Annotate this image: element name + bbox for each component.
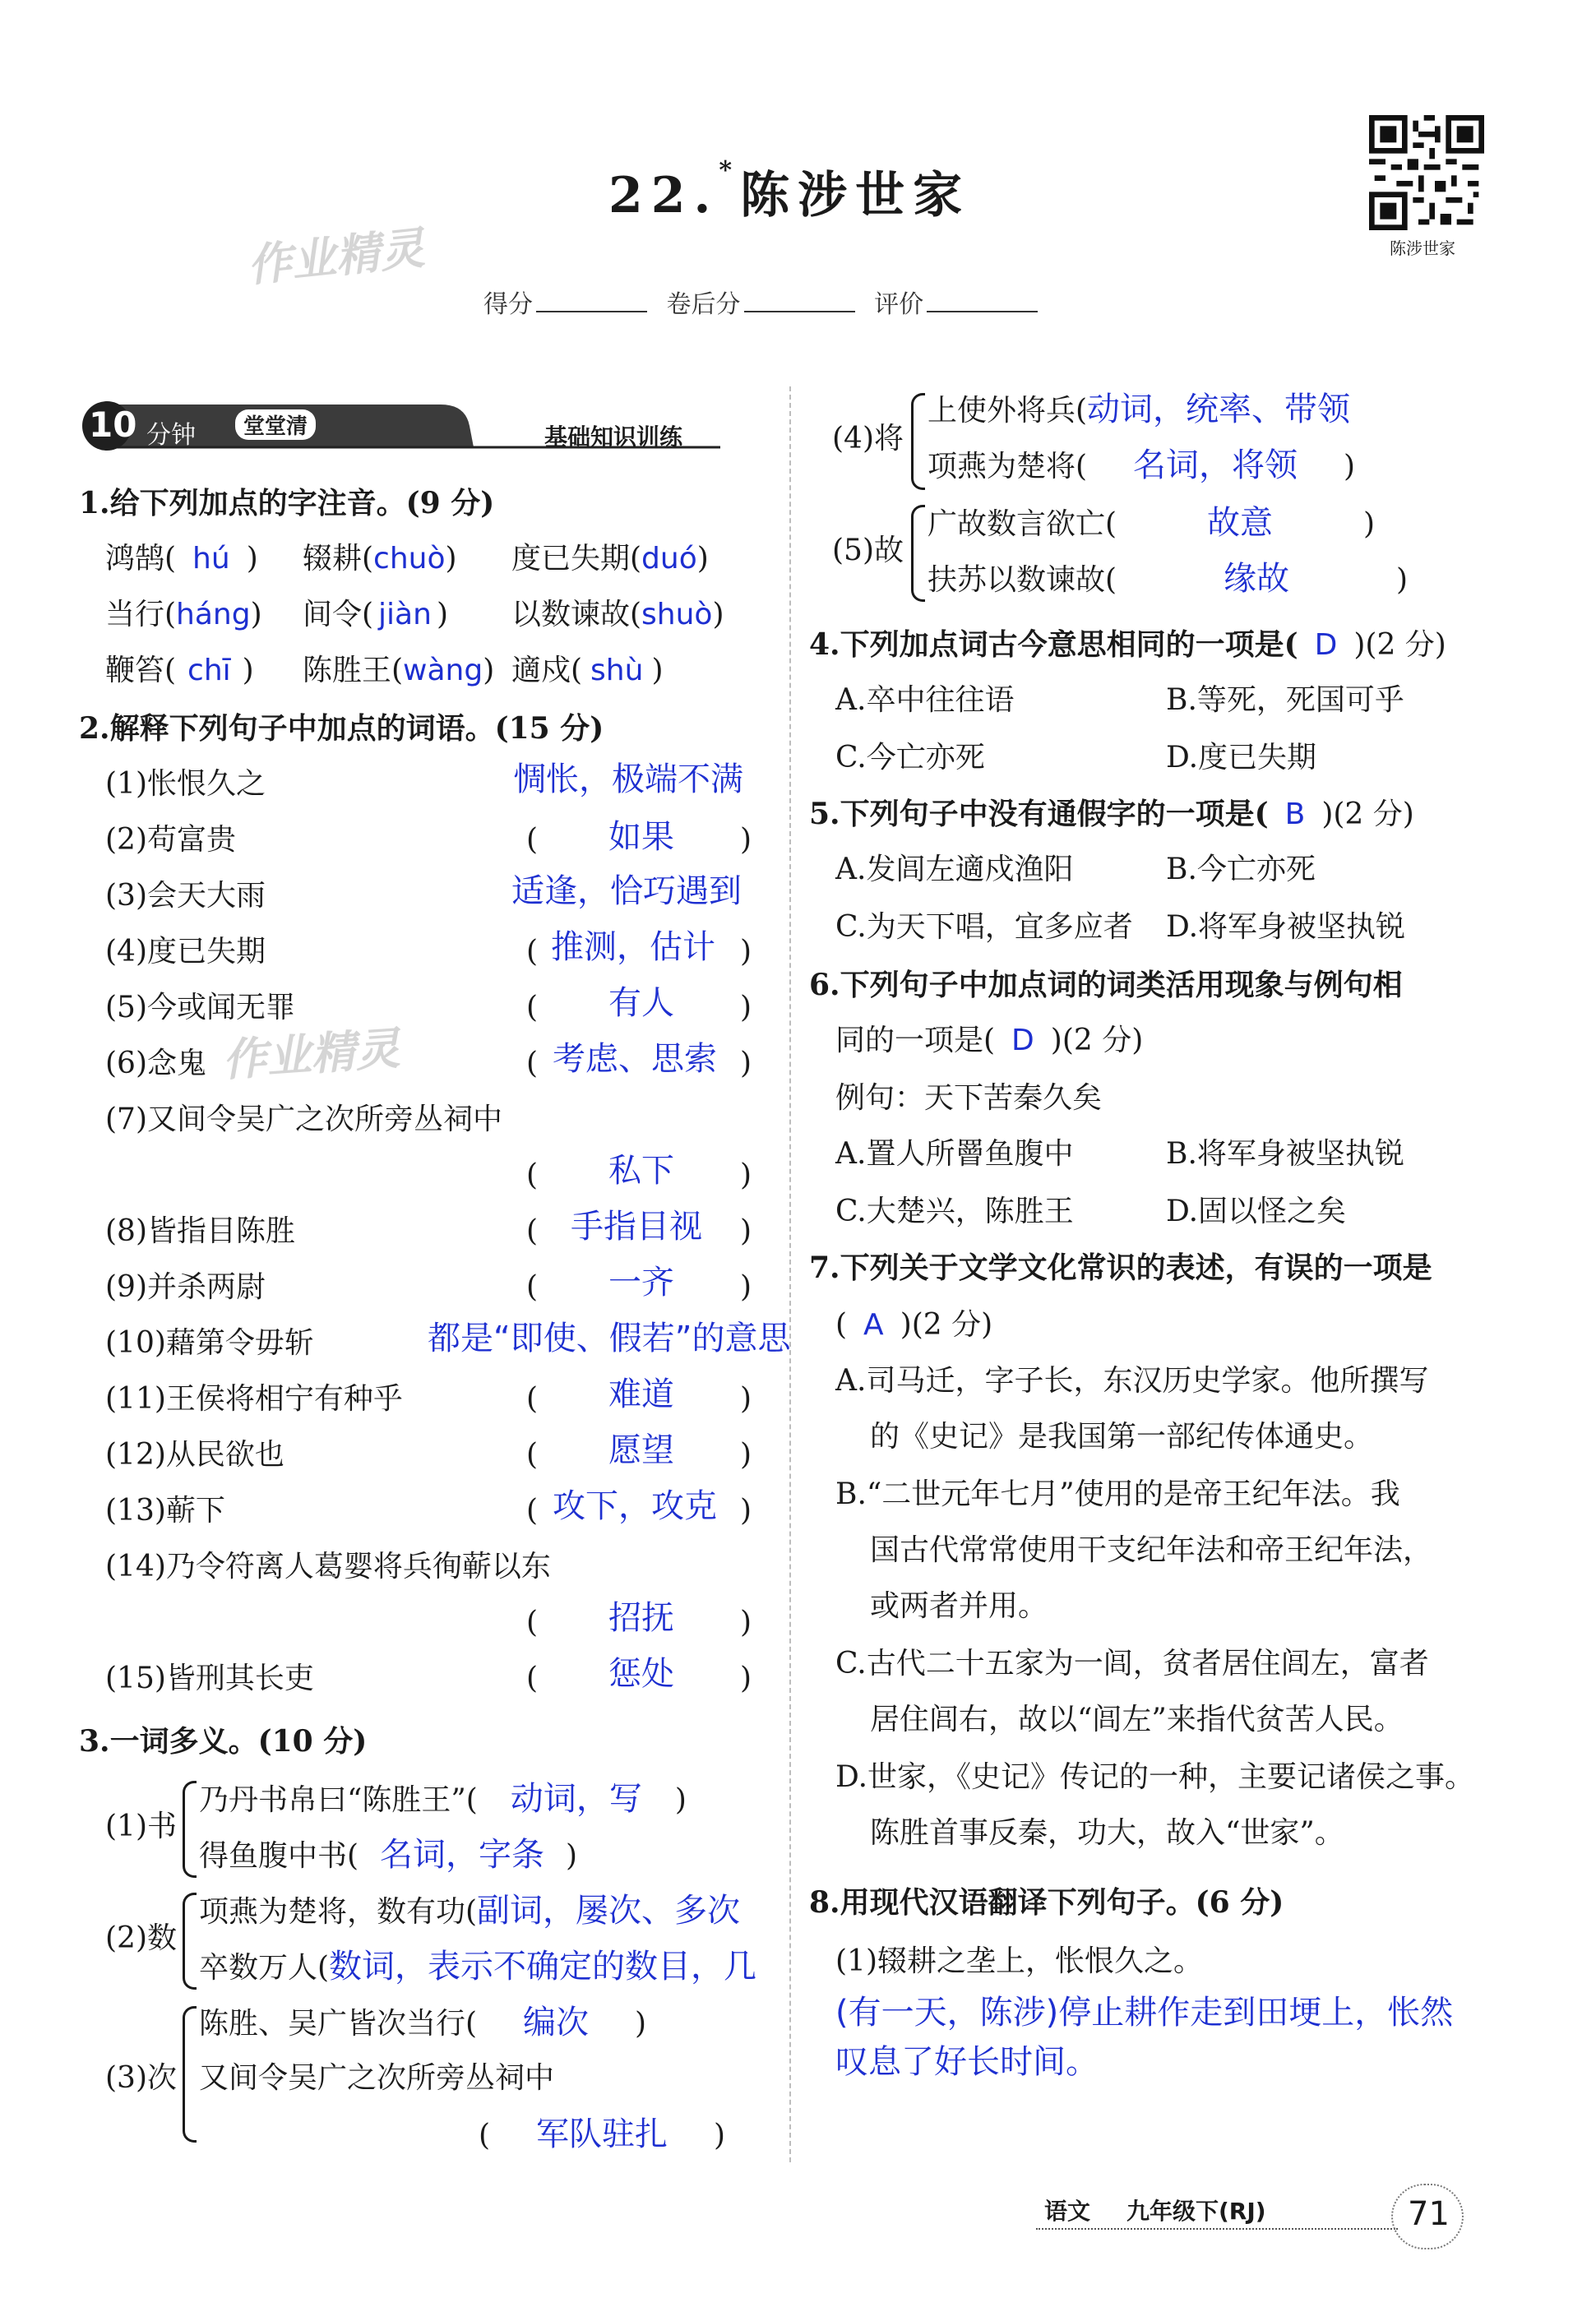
answer-text: A — [863, 1308, 884, 1342]
q6-example: 例句：天下苦秦久矣 — [835, 1081, 1103, 1115]
answer-text: 名词，将领 — [1133, 446, 1298, 484]
paren-open: ( — [526, 1494, 539, 1528]
q3-line: 项燕为楚将( 名词，将领 ) — [928, 446, 1356, 484]
q3-group-label: (4)将 — [832, 422, 904, 455]
q1-stem: 1.给下列加点的字注音。(9 分) — [79, 486, 495, 520]
paren-open: ( — [526, 1158, 539, 1192]
q6-option[interactable]: B.将军身被坚执锐 — [1166, 1137, 1404, 1171]
q2-answer: 惆怅，极端不满 — [513, 761, 743, 798]
q4-option[interactable]: B.等死，死国可乎 — [1166, 683, 1404, 717]
final-score-label: 卷后分 — [666, 290, 741, 319]
answer-text: 编次 — [523, 2004, 590, 2041]
answer-text: hú — [192, 542, 230, 576]
paren-open: ( — [526, 823, 539, 857]
answer-text: 动词，统率、带领 — [1087, 391, 1351, 428]
q2-answer: 私下 — [608, 1152, 674, 1190]
q2-answer: 手指目视 — [571, 1208, 702, 1246]
watermark: 作业精灵 — [220, 1022, 402, 1087]
q1-item: 间令( jiàn ) — [303, 598, 448, 631]
q1-item: 以数谏故(shuò) — [511, 598, 724, 631]
answer-text: wàng — [403, 654, 483, 687]
q2-answer: 推测，估计 — [551, 928, 715, 966]
q2-answer: 惩处 — [608, 1655, 674, 1693]
paren-open: ( — [526, 1214, 539, 1248]
answer-text: 副词，屡次、多次 — [477, 1892, 741, 1930]
q2-answer: 适逢，恰巧遇到 — [511, 872, 742, 910]
q3-line: 卒数万人(数词，表示不确定的数目，几 — [199, 1948, 757, 1986]
q6-option[interactable]: D.固以怪之矣 — [1166, 1195, 1347, 1228]
q7-line: 国古代常常使用干支纪年法和帝王纪年法， — [870, 1533, 1433, 1567]
q5-option[interactable]: A.发闾左適戍渔阳 — [835, 853, 1074, 886]
answer-text: 缘故 — [1224, 560, 1290, 598]
answer-text: 军队驻扎 — [536, 2115, 668, 2153]
q2-item: (3)会天大雨 — [105, 879, 266, 913]
q4-stem: 4.下列加点词古今意思相同的一项是( D )(2 分) — [809, 627, 1446, 662]
paren-close: ) — [740, 1214, 752, 1248]
section-title: 基础知识训练 — [544, 423, 683, 451]
q1-item: 辍耕(chuò) — [303, 542, 457, 576]
q3-line: 又间令吴广之次所旁丛祠中 — [199, 2061, 555, 2095]
q2-item: (10)藉第令毋斩 — [105, 1326, 314, 1360]
q3-line: ( 军队驻扎 ) — [479, 2115, 726, 2153]
brace — [183, 1893, 197, 1990]
q6-stem-cont: 同的一项是( D )(2 分) — [835, 1024, 1144, 1057]
q3-line: 扶苏以数谏故( 缘故 ) — [928, 560, 1409, 598]
score-label: 得分 — [483, 290, 533, 319]
footer-subject: 语文 — [1044, 2198, 1091, 2225]
title-text: 陈涉世家 — [740, 167, 971, 224]
watermark: 作业精灵 — [244, 221, 428, 293]
q3-group-label: (1)书 — [105, 1810, 177, 1843]
q7-line: 居住闾右，故以“闾左”来指代贫苦人民。 — [870, 1703, 1404, 1736]
page-number: 71 — [1408, 2195, 1450, 2233]
q5-option[interactable]: B.今亡亦死 — [1166, 853, 1316, 886]
q3-stem: 3.一词多义。(10 分) — [79, 1724, 368, 1759]
paren-close: ) — [740, 1158, 752, 1192]
q1-item: 度已失期(duó) — [511, 542, 709, 576]
brace — [911, 505, 925, 602]
q7-line: C.古代二十五家为一闾，贫者居住闾左，富者 — [835, 1647, 1429, 1681]
q8-stem: 8.用现代汉语翻译下列句子。(6 分) — [809, 1885, 1284, 1920]
q2-item: (9)并杀两尉 — [105, 1270, 266, 1304]
paren-close: ) — [740, 1438, 752, 1472]
title-number: 22. — [608, 167, 719, 224]
answer-text: D — [1314, 628, 1338, 662]
answer-text: 名词，字条 — [380, 1836, 545, 1874]
paren-close: ) — [740, 1662, 752, 1695]
q7-line: 陈胜首事反秦，功大，故入“世家”。 — [870, 1816, 1344, 1850]
paren-close: ) — [740, 1047, 752, 1080]
q5-option[interactable]: C.为天下唱，宜多应者 — [835, 910, 1133, 944]
paren-open: ( — [526, 1270, 539, 1304]
q1-item: 当行(háng) — [105, 598, 262, 631]
paren-open: ( — [526, 1438, 539, 1472]
paren-open: ( — [526, 1382, 539, 1416]
q2-item: (12)从民欲也 — [105, 1438, 285, 1472]
q2-answer: 考虑、思索 — [553, 1040, 717, 1078]
score-blank[interactable] — [536, 311, 647, 312]
q1-item: 陈胜王(wàng) — [303, 654, 495, 687]
paren-close: ) — [740, 991, 752, 1024]
brace — [183, 1781, 197, 1878]
answer-text: chī — [187, 654, 231, 687]
q2-answer: 如果 — [608, 818, 674, 856]
answer-text: 故意 — [1207, 504, 1274, 542]
paren-open: ( — [526, 1606, 539, 1639]
qr-caption: 陈涉世家 — [1390, 238, 1455, 258]
q2-answer: 招抚 — [608, 1599, 674, 1637]
answer-text: D — [1011, 1024, 1034, 1057]
paren-open: ( — [526, 991, 539, 1024]
q3-line: 得鱼腹中书( 名词，字条 ) — [199, 1836, 578, 1874]
q7-answer-line: ( A )(2 分) — [835, 1308, 993, 1342]
q7-line: A.司马迁，字子长，东汉历史学家。他所撰写 — [835, 1364, 1429, 1398]
q2-answer: 一齐 — [608, 1264, 674, 1301]
paren-close: ) — [740, 823, 752, 857]
title-star: * — [719, 156, 741, 185]
paren-open: ( — [526, 1662, 539, 1695]
brace — [911, 393, 925, 490]
q3-line: 陈胜、吴广皆次当行( 编次 ) — [199, 2004, 647, 2041]
q3-line: 项燕为楚将，数有功(副词，屡次、多次 — [199, 1892, 741, 1930]
q2-item: (5)今或闻无罪 — [105, 991, 295, 1024]
q3-group-label: (3)次 — [105, 2061, 177, 2095]
answer-text: 动词，写 — [510, 1780, 642, 1818]
q2-answer: 有人 — [608, 984, 674, 1022]
evaluation-label: 评价 — [874, 290, 924, 319]
q3-line: 广故数言欲亡( 故意 ) — [928, 504, 1376, 542]
paren-open: ( — [526, 935, 539, 969]
q4-option[interactable]: A.卒中往往语 — [835, 683, 1015, 717]
q2-item: (15)皆刑其长吏 — [105, 1662, 314, 1695]
paren-close: ) — [740, 1606, 752, 1639]
q3-line: 乃丹书帛曰“陈胜王”( 动词，写 ) — [199, 1780, 687, 1818]
page-title — [608, 156, 970, 227]
q8-answer: (有一天，陈涉)停止耕作走到田埂上，怅然 — [835, 1994, 1454, 2032]
q2-stem: 2.解释下列句子中加点的词语。(15 分) — [79, 711, 604, 746]
answer-text: chuò — [373, 542, 446, 576]
paren-close: ) — [740, 1494, 752, 1528]
q4-option[interactable]: C.今亡亦死 — [835, 741, 985, 774]
banner-minutes: 10 — [89, 405, 137, 445]
q2-item: (13)蕲下 — [105, 1494, 225, 1528]
q3-group-label: (2)数 — [105, 1921, 177, 1955]
q7-stem: 7.下列关于文学文化常识的表述，有误的一项是 — [809, 1251, 1432, 1285]
q2-item: (7)又间令吴广之次所旁丛祠中 — [105, 1103, 502, 1136]
q1-item: 鸿鹄( hú ) — [105, 542, 258, 576]
paren-close: ) — [740, 1270, 752, 1304]
q2-answer: 愿望 — [608, 1431, 674, 1469]
q5-option[interactable]: D.将军身被坚执锐 — [1166, 910, 1406, 944]
q6-option[interactable]: A.置人所罾鱼腹中 — [835, 1137, 1074, 1171]
q3-line: 上使外将兵(动词，统率、带领 — [928, 391, 1351, 428]
q6-stem: 6.下列句子中加点词的词类活用现象与例句相 — [809, 968, 1403, 1002]
q2-item: (8)皆指目陈胜 — [105, 1214, 295, 1248]
banner-tag: 堂堂清 — [235, 409, 316, 440]
answer-text: B — [1284, 798, 1306, 831]
q2-item: (6)念鬼 — [105, 1047, 206, 1080]
q2-item: (11)王侯将相宁有种乎 — [105, 1382, 403, 1416]
q8-item: (1)辍耕之垄上，怅恨久之。 — [835, 1944, 1203, 1978]
q7-line: B.“二世元年七月”使用的是帝王纪年法。我 — [835, 1477, 1400, 1511]
q4-option[interactable]: D.度已失期 — [1166, 741, 1317, 774]
answer-text: jiàn — [378, 598, 432, 631]
q2-item: (2)苟富贵 — [105, 823, 236, 857]
q2-answer: 都是“即使、假若”的意思 — [428, 1320, 791, 1357]
q7-line: 或两者并用。 — [870, 1589, 1048, 1623]
q1-item: 適戍( shù ) — [511, 654, 664, 687]
q7-line: 的《史记》是我国第一部纪传体通史。 — [870, 1420, 1374, 1454]
answer-text: duó — [641, 542, 697, 576]
answer-text: shù — [590, 654, 644, 687]
q6-option[interactable]: C.大楚兴，陈胜王 — [835, 1195, 1074, 1228]
q2-answer: 难道 — [608, 1375, 674, 1413]
footer-rule — [1036, 2228, 1398, 2230]
footer-grade: 九年级下(RJ) — [1126, 2198, 1266, 2225]
q2-answer: 攻下，攻克 — [553, 1487, 717, 1525]
score-line — [483, 284, 1049, 320]
answer-text: háng — [176, 598, 251, 631]
paren-close: ) — [740, 1382, 752, 1416]
banner-minutes-unit: 分钟 — [146, 421, 196, 450]
q1-item: 鞭笞( chī ) — [105, 654, 254, 687]
qr-code-icon[interactable] — [1369, 115, 1484, 230]
q7-line: D.世家，《史记》传记的一种，主要记诸侯之事。 — [835, 1760, 1475, 1794]
q3-group-label: (5)故 — [832, 534, 904, 567]
answer-text: 数词，表示不确定的数目，几 — [329, 1948, 757, 1986]
brace — [183, 2006, 197, 2143]
q2-item: (4)度已失期 — [105, 935, 266, 969]
final-score-blank[interactable] — [744, 311, 855, 312]
evaluation-blank[interactable] — [927, 311, 1038, 312]
q8-answer: 叹息了好长时间。 — [835, 2043, 1099, 2081]
answer-text: shuò — [641, 598, 713, 631]
column-divider — [789, 386, 791, 2162]
paren-open: ( — [526, 1047, 539, 1080]
q5-stem: 5.下列句子中没有通假字的一项是( B )(2 分) — [809, 797, 1414, 831]
q2-item: (1)怅恨久之 — [105, 767, 266, 801]
paren-close: ) — [740, 935, 752, 969]
q2-item: (14)乃令符离人葛婴将兵徇蕲以东 — [105, 1550, 551, 1583]
